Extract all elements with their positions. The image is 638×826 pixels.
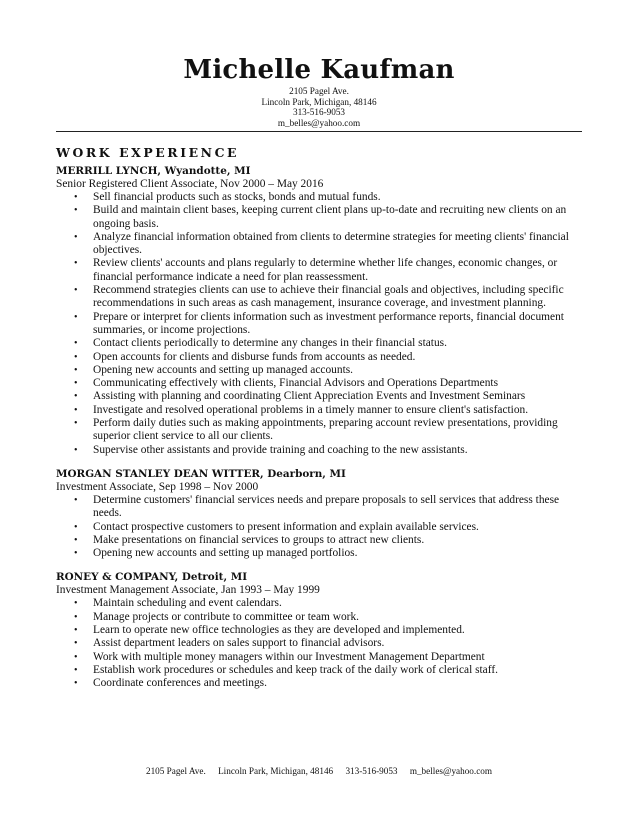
job-entry [56,468,582,560]
footer-phone: 313-516-9053 [345,766,398,776]
bullet-icon: • [74,534,78,546]
bullet-icon: • [74,651,78,663]
duty-text: Opening new accounts and setting up managed accounts. [93,363,354,376]
contact-city: Lincoln Park, Michigan, 48146 [261,96,377,107]
bullet-icon: • [74,231,78,243]
section-title: WORK EXPERIENCE [56,145,240,160]
duty-item [56,637,582,650]
duty-text: Manage projects or contribute to committee or team work. [93,610,360,623]
bullet-icon: • [74,285,78,297]
duty-text: Opening new accounts and setting up managed portfolios. [93,547,358,560]
candidate-name: Michelle Kaufman [183,55,455,85]
duty-item [56,494,582,521]
duty-text: Make presentations on financial services to groups to attract new clients. [93,533,425,546]
duty-text: Work with multiple money managers within our Investment Management Department [93,650,485,663]
duty-item [56,534,582,547]
bullet-icon: • [74,548,78,560]
contact-block [0,86,638,128]
job-list [56,165,582,691]
duty-item [56,597,582,610]
duty-item [56,611,582,624]
bullet-icon: • [74,205,78,217]
duty-text: Establish work procedures or schedules and keep track of the daily work of clerical staff. [93,663,498,676]
duty-text: Sell financial products such as stocks, bonds and mutual funds. [93,191,381,203]
duty-item [56,231,582,258]
footer-contact [0,766,638,777]
duty-text: Prepare or interpret for clients information such as investment performance reports, financial document summaries, or income projections. [93,310,564,336]
bullet-icon: • [74,598,78,610]
duty-item [56,404,582,417]
bullet-icon: • [74,444,78,456]
job-company: MORGAN STANLEY DEAN WITTER, Dearborn, MI [56,467,346,480]
contact-address: 2105 Pagel Ave. [289,86,349,96]
footer-city: Lincoln Park, Michigan, 48146 [218,766,334,776]
duty-item [56,417,582,444]
job-entry [56,571,582,690]
duty-item [56,377,582,390]
bullet-icon: • [74,404,78,416]
header-divider [56,131,582,132]
duty-item [56,624,582,637]
duty-text: Open accounts for clients and disburse funds from accounts as needed. [93,350,416,363]
bullet-icon: • [74,258,78,270]
duty-item [56,364,582,377]
duty-item [56,311,582,338]
footer-email: m_belles@yahoo.com [409,766,493,776]
duty-text: Coordinate conferences and meetings. [93,677,267,690]
duty-text: Review clients' accounts and plans regularly to determine whether life changes, economic changes, or financial performance indicate a need for plan reassessment. [93,257,558,283]
duty-text: Perform daily duties such as making appointments, preparing account review presentations, providing superior client service to all our clients. [93,417,558,443]
bullet-icon: • [74,678,78,690]
job-entry [56,165,582,457]
duty-item [56,284,582,311]
footer-address: 2105 Pagel Ave. [145,766,206,776]
duty-text: Contact clients periodically to determine any changes in their financial status. [93,337,447,350]
duty-text: Determine customers' financial services needs and prepare proposals to sell services that address these needs. [93,493,560,520]
duty-list [56,191,582,457]
bullet-icon: • [74,351,78,363]
job-role: Investment Management Associate, Jan 1993 – May 1999 [56,584,320,597]
bullet-icon: • [74,364,78,376]
duty-text: Contact prospective customers to present information and explain available services. [93,520,479,533]
duty-item [56,204,582,231]
duty-item [56,651,582,664]
contact-phone: 313-516-9053 [292,107,346,118]
duty-text: Analyze financial information obtained from clients to determine strategies for meeting clients' financial objectives. [93,230,569,257]
job-role: Investment Associate, Sep 1998 – Nov 2000 [56,480,259,493]
job-role: Senior Registered Client Associate, Nov 2000 – May 2016 [56,178,324,190]
duty-text: Recommend strategies clients can use to achieve their financial goals and objectives, including specific recommendations in such areas as cash management, insurance coverage, and investment planning. [93,284,564,310]
work-experience-section [56,144,582,702]
job-company: RONEY & COMPANY, Detroit, MI [56,571,248,584]
bullet-icon: • [74,418,78,430]
duty-item [56,444,582,457]
duty-text: Investigate and resolved operational problems in a timely manner to ensure client's satisfaction. [93,403,529,416]
bullet-icon: • [74,192,78,203]
duty-item [56,351,582,364]
bullet-icon: • [74,378,78,390]
duty-item [56,257,582,284]
duty-text: Assist department leaders on sales support to financial advisors. [93,637,385,650]
bullet-icon: • [74,611,78,623]
bullet-icon: • [74,638,78,650]
duty-item [56,677,582,690]
duty-list [56,494,582,560]
duty-item [56,337,582,350]
duty-item [56,521,582,534]
duty-text: Build and maintain client bases, keeping current client plans up-to-date and recruiting new clients on an ongoing basis. [93,204,567,230]
duty-list [56,597,582,690]
duty-text: Communicating effectively with clients, Financial Advisors and Operations Departments [93,377,499,390]
duty-item [56,547,582,560]
bullet-icon: • [74,338,78,350]
bullet-icon: • [74,391,78,403]
duty-text: Maintain scheduling and event calendars. [93,597,282,610]
contact-email: m_belles@yahoo.com [277,117,361,128]
duty-item [56,390,582,403]
job-company: MERRILL LYNCH, Wyandotte, MI [56,165,251,177]
duty-item [56,191,582,204]
duty-text: Supervise other assistants and provide training and coaching to the new assistants. [93,443,468,456]
duty-text: Learn to operate new office technologies as they are developed and implemented. [93,624,465,637]
bullet-icon: • [74,521,78,533]
bullet-icon: • [74,311,78,323]
bullet-icon: • [74,625,78,637]
bullet-icon: • [74,494,78,506]
bullet-icon: • [74,664,78,676]
duty-text: Assisting with planning and coordinating Client Appreciation Events and Investment Seminars [93,390,526,403]
duty-item [56,664,582,677]
